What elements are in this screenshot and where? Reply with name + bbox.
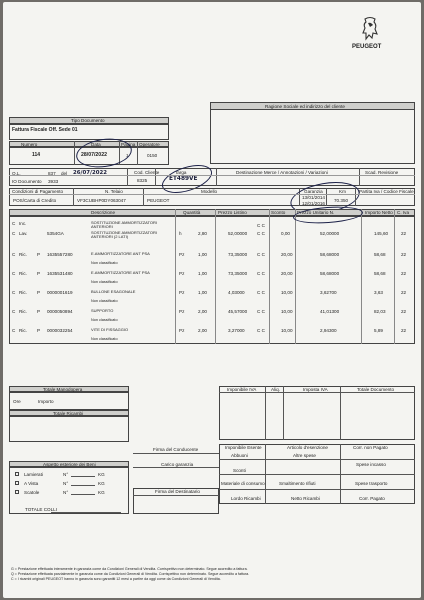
item-c: C [12, 221, 16, 226]
kg-label: KG [98, 480, 105, 486]
item-net: 5,89 [374, 328, 383, 333]
item-t: Lav. [19, 231, 28, 236]
item-t: Ric. [19, 271, 27, 276]
garanzia-a: 13/01/2014 [302, 195, 325, 200]
client-box [210, 102, 415, 164]
numero-value: 114 [32, 152, 41, 158]
tipo-doc-value: Fattura Fiscale Off. Sede 01 [12, 127, 78, 133]
item-unit: 58,68000 [320, 252, 340, 257]
item-code: 0000001619 [47, 290, 73, 295]
tipo-doc-label: Tipo Documento [71, 118, 105, 123]
item-cc: C C [257, 328, 265, 333]
invoice-paper: PEUGEOT Ragione Sociale ed indirizzo del cliente Tipo Documento Fattura Fiscale Off. Sede 01 Numero Data Pagina Operatore 114 28/07/2022 1 0150 O.L. 837 del 26/07/2022 IO Documento 3933 Cod. Cliente 8325 Targa ET489VE Destinazione Merce / Annotazioni / Variazioni Scad. Revisione Condizioni di Pagamento POS/Carta di Credito N. Telaio VF3CUBHP0DY063047 Modello PEUGEOT Garanzia 13/01/2014 12/01/2016 Km 70.350 Partita Iva / Codice Fiscale Descrizione Quantità Prezzo Listino Sconto Prezzo Unitario N. Importo Netto C. Iva C Inc. SOSTITUZIONE AMMORTIZZATORI ANTERIORI C C C Lav. 5354GA SOSTITUZIONE AMMORTIZZATORI ANTERIORI (2 LATI) h 2,80 52,00000 C C 0,00 52,00000 145,60 22 C Ric. P 1635557280 E.AMMORTIZZATORE ANT PSA Pz 1,00 73,35000 C C 20,00 58,68000 58,68 22 Non classificato C Ric. P 1635531480 E.AMMORTIZZATORE ANT PSA Pz 1,00 73,35000 C C 20,00 58,68000 58,68 22 Non classificato C Ric. P 0000001619 BULLONE ESAGONALE Pz 1,00 4,03000 C C 10,00 3,62700 3,63 22 Non classificato C Ric. P 0000050894 SUPPORTO Pz 2,00 45,57000 C C 10,00 41,01300 82,03 22 Non classificato C Ric. P 0000032254 VITE DI FISSAGGIO Pz 2,00 3,27000 C C 10,00 2,94300 5,89 22 Non classificato Totale Manodopera Ore Importo Totale Ricambi Imponibile IVA Aliq. Imposta IVA Totale Documento Firma del Conducente Carico garanzia Imponibile Esente Articolo d'esenzione Corr. non Pagato Abbuoni Altre spese Spese incasso Sconti Materiale di consumo Smaltimento rifiuti Spese trasporto Lordo Ricambi Netto Ricambi Corr. Pagato Aspetto esteriore dei Beni Lamierati N° KG A Vista N° KG Scatole N° KG TOTALE COLLI Firma del Destinatario G = Prestazione effettuata interamente in garanzia come da Condizioni Generali di Vendita. Corrispettivo non determinato. Segue accredito a fattura. Q = Prestazione effettuata parzialmente in garanzia come da Condizioni Generali di Vendita. Corrispettivo non determinato. Segue accredito a fattura. C = I ricambi originali PEUGEOT hanno in garanzia sono garantiti 12 mesi a partire da oggi come da Condizioni Generali di Vendita. [3, 2, 421, 598]
checkbox-scatole[interactable] [15, 490, 19, 494]
item-qty: 2,00 [198, 309, 207, 314]
item-net: 58,68 [374, 252, 386, 257]
item-t: Inc. [19, 221, 27, 226]
item-code: 1635557280 [47, 252, 73, 257]
item-list: 4,03000 [228, 290, 245, 295]
label-scatole: Scatole [24, 489, 40, 495]
item-iva: 22 [401, 231, 407, 236]
item-net: 145,60 [374, 231, 389, 236]
item-sc: 0,00 [281, 231, 290, 236]
item-um: Pz [179, 252, 185, 257]
item-qty: 1,00 [198, 252, 207, 257]
item-sc: 10,00 [281, 309, 293, 314]
km-value: 70.350 [334, 198, 349, 203]
item-code: 0000050894 [47, 309, 73, 314]
item-qty: 2,80 [198, 231, 207, 236]
label-a_vista: A Vista [24, 480, 39, 486]
item-desc: E.AMMORTIZZATORE ANT PSA [91, 270, 150, 275]
item-note: Non classificato [91, 337, 118, 341]
item-um: Pz [179, 290, 185, 295]
item-note: Non classificato [91, 299, 118, 303]
codcliente-value: 8325 [137, 178, 148, 183]
item-unit: 2,94300 [320, 328, 337, 333]
item-t: Ric. [19, 252, 27, 257]
item-sc: 20,00 [281, 252, 293, 257]
modello-value: PEUGEOT [147, 198, 170, 203]
item-desc: BULLONE ESAGONALE [91, 289, 136, 294]
item-desc: VITE DI FISSAGGIO [91, 327, 129, 332]
item-list: 52,00000 [228, 231, 248, 236]
checkbox-a_vista[interactable] [15, 481, 19, 485]
item-cc: C C [257, 231, 265, 236]
item-iva: 22 [401, 271, 407, 276]
item-c: C [12, 231, 16, 236]
item-note: Non classificato [91, 261, 118, 265]
ol-date-value: 26/07/2022 [73, 169, 107, 176]
item-sc: 10,00 [281, 328, 293, 333]
item-qty: 2,00 [198, 328, 207, 333]
item-desc: SUPPORTO [91, 308, 114, 313]
item-t: Ric. [19, 328, 27, 333]
item-t: Ric. [19, 309, 27, 314]
item-c: C [12, 271, 16, 276]
targa-value: ET489VE [169, 176, 198, 182]
item-list: 45,57000 [228, 309, 248, 314]
item-sc: 10,00 [281, 290, 293, 295]
item-um: Pz [179, 328, 185, 333]
item-t: Ric. [19, 290, 27, 295]
item-net: 58,68 [374, 271, 386, 276]
item-cc: C C [257, 271, 265, 276]
item-iva: 22 [401, 252, 407, 257]
item-p: P [37, 309, 41, 314]
item-p: P [37, 328, 41, 333]
item-c: C [12, 290, 16, 295]
item-unit: 58,68000 [320, 271, 340, 276]
n-label: N° [63, 471, 69, 477]
item-unit: 52,00000 [320, 231, 340, 236]
telaio-value: VF3CUBHP0DY063047 [77, 198, 126, 203]
item-desc: SOSTITUZIONE AMMORTIZZATORI ANTERIORI [91, 220, 158, 230]
pagina-value: 1 [126, 153, 129, 158]
label-lamierati: Lamierati [24, 471, 43, 477]
garanzia-b: 12/01/2016 [302, 201, 325, 206]
item-p: P [37, 252, 41, 257]
item-note: Non classificato [91, 318, 118, 322]
item-code: 1635531480 [47, 271, 73, 276]
item-c: C [12, 328, 16, 333]
item-code: 5354GA [47, 231, 64, 236]
item-cc: C C [257, 223, 265, 228]
item-list: 73,35000 [228, 271, 248, 276]
data-value: 28/07/2022 [81, 152, 107, 158]
cond-value: POS/Carta di Credito [13, 198, 57, 203]
n-label: N° [63, 480, 69, 486]
item-um: h [179, 231, 182, 236]
kg-label: KG [98, 471, 105, 477]
item-iva: 22 [401, 290, 407, 295]
item-desc: E.AMMORTIZZATORE ANT PSA [91, 251, 150, 256]
item-sc: 20,00 [281, 271, 293, 276]
item-code: 0000032254 [47, 328, 73, 333]
item-list: 3,27000 [228, 328, 245, 333]
item-um: Pz [179, 271, 185, 276]
brand-name: PEUGEOT [352, 44, 382, 50]
items-table-body [9, 216, 415, 344]
kg-label: KG [98, 489, 105, 495]
client-box-title: Ragione Sociale ed indirizzo del cliente [265, 103, 345, 109]
item-cc: C C [257, 290, 265, 295]
item-unit: 41,01300 [320, 309, 340, 314]
peugeot-lion-logo-icon [358, 16, 382, 42]
checkbox-lamierati[interactable] [15, 472, 19, 476]
item-iva: 22 [401, 328, 407, 333]
item-cc: C C [257, 309, 265, 314]
item-c: C [12, 252, 16, 257]
item-desc: SOSTITUZIONE AMMORTIZZATORI ANTERIORI (2 LATI) [91, 230, 158, 240]
item-list: 73,35000 [228, 252, 248, 257]
item-unit: 3,62700 [320, 290, 337, 295]
item-note: Non classificato [91, 280, 118, 284]
item-c: C [12, 309, 16, 314]
item-net: 82,03 [374, 309, 386, 314]
item-um: Pz [179, 309, 185, 314]
item-net: 3,63 [374, 290, 383, 295]
operatore-value: 0150 [147, 153, 158, 158]
n-label: N° [63, 489, 69, 495]
item-qty: 1,00 [198, 290, 207, 295]
item-qty: 1,00 [198, 271, 207, 276]
item-p: P [37, 290, 41, 295]
item-iva: 22 [401, 309, 407, 314]
item-cc: C C [257, 252, 265, 257]
item-p: P [37, 271, 41, 276]
